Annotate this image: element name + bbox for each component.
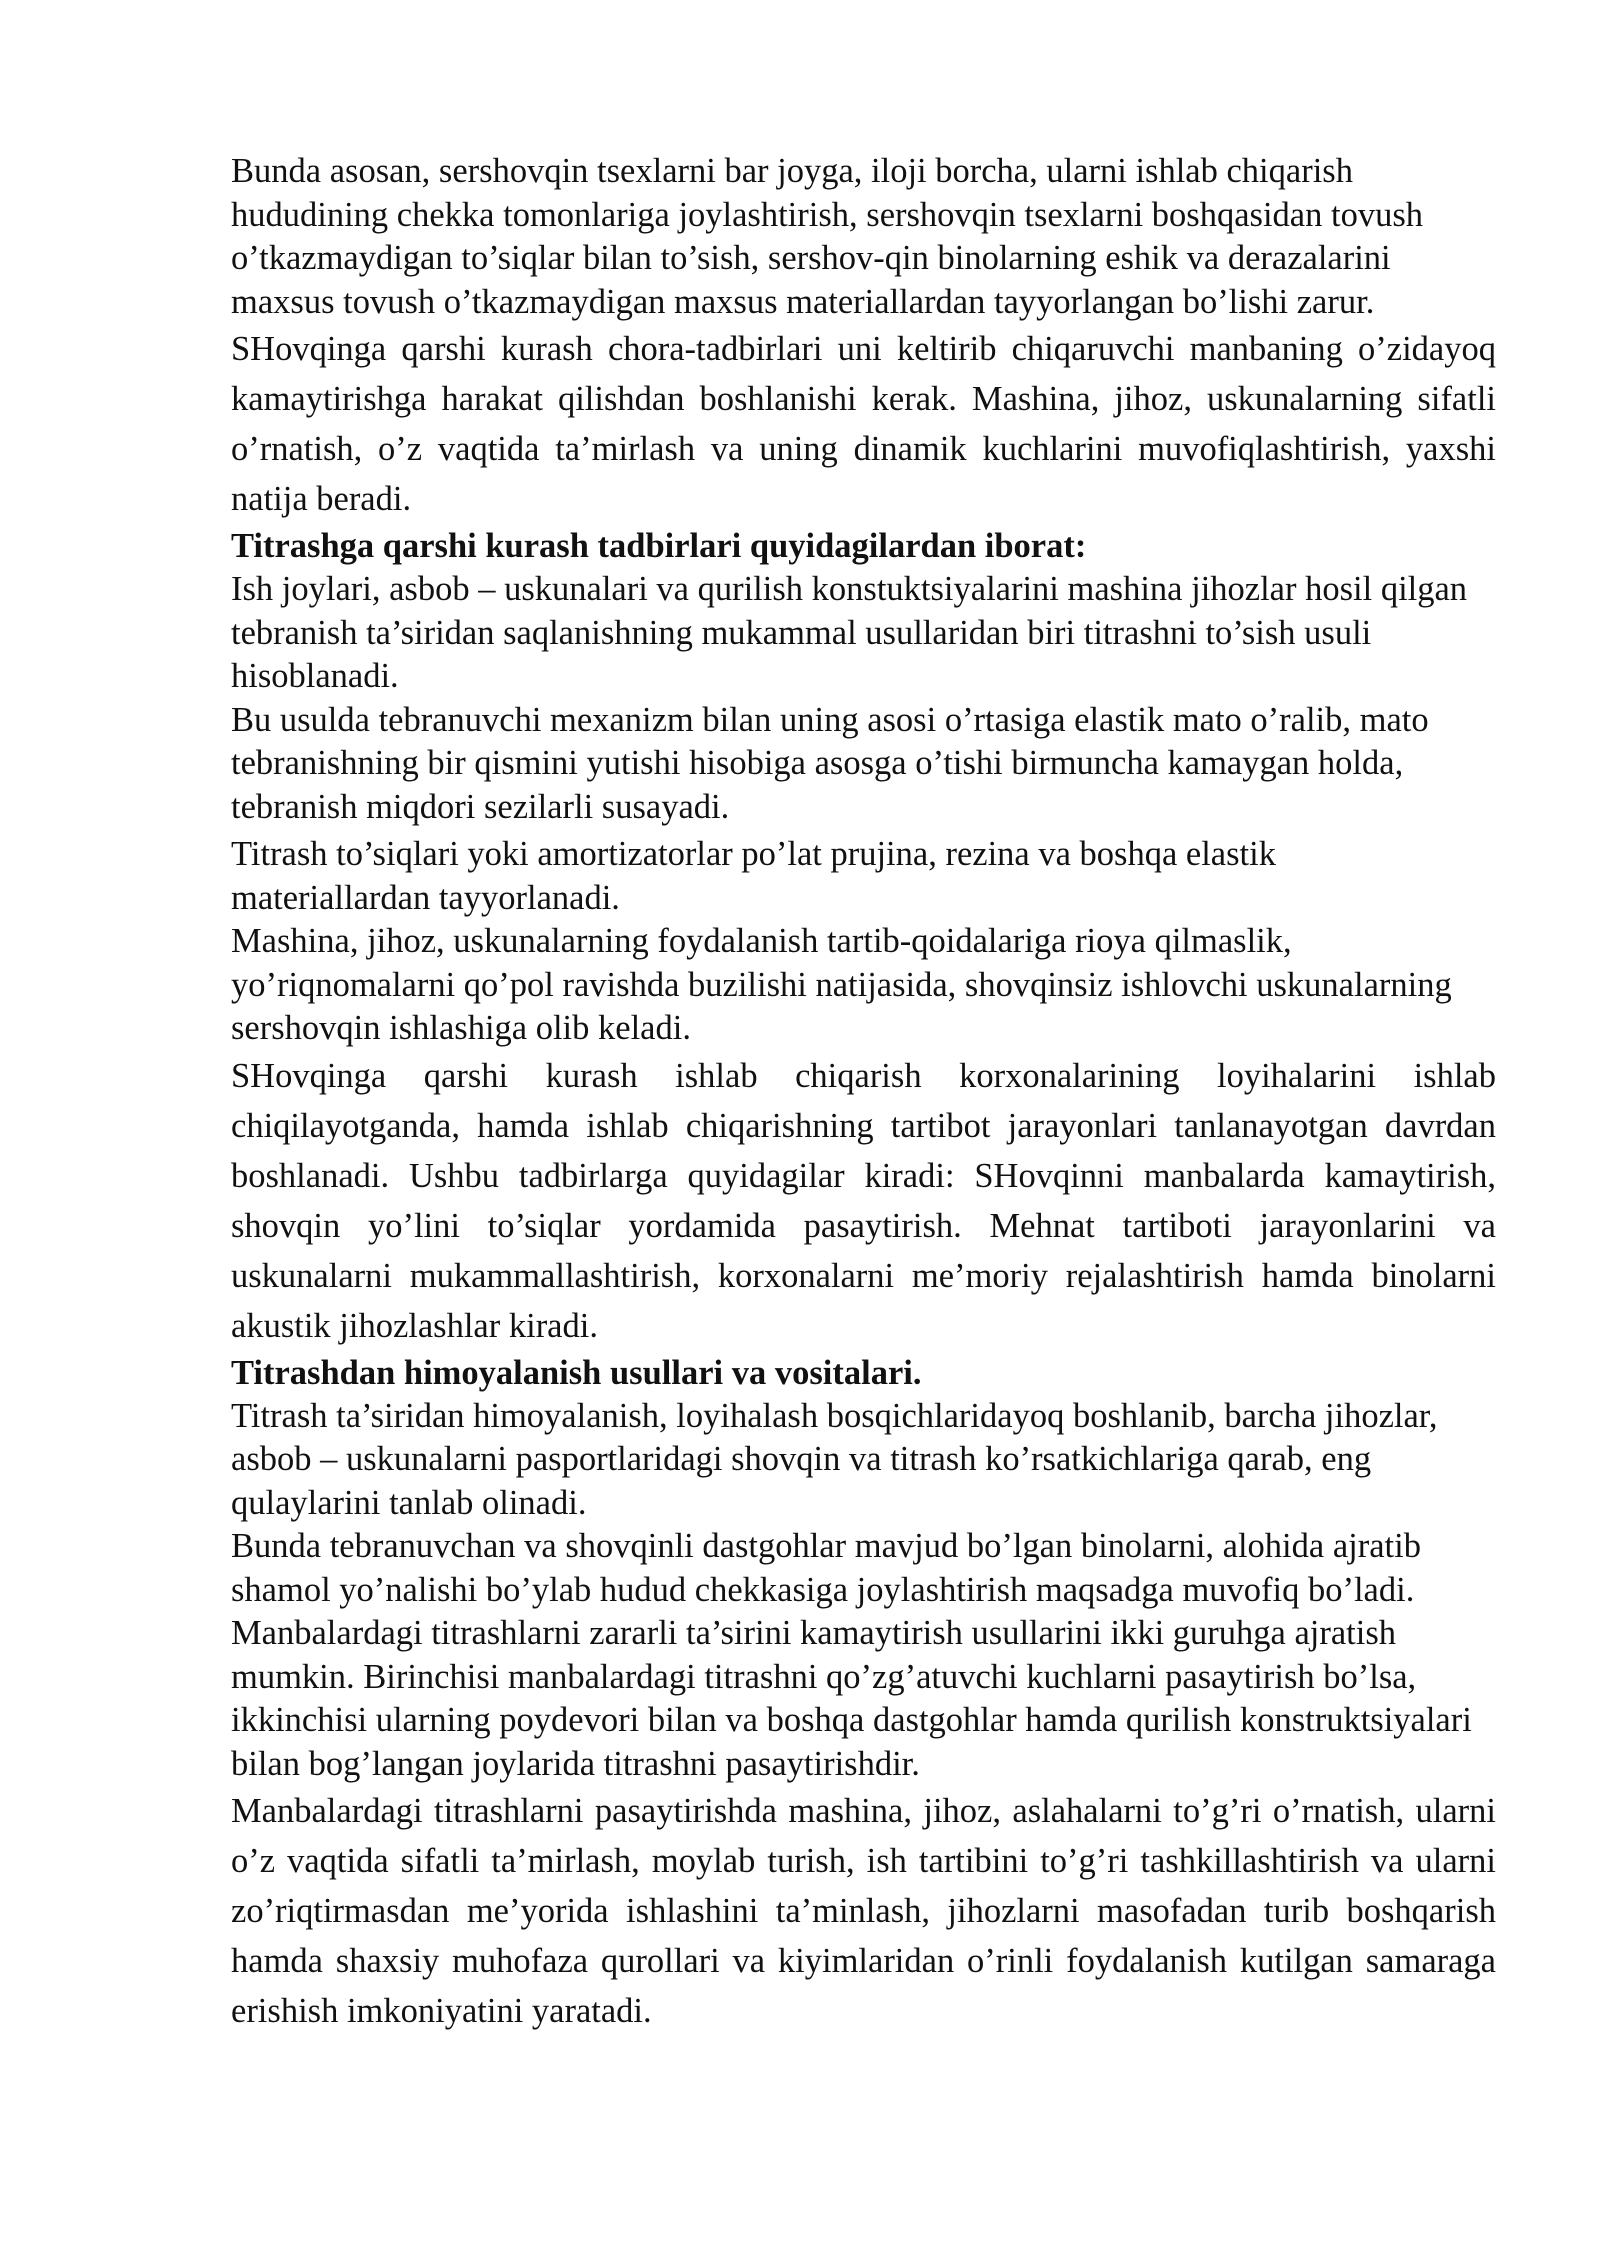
paragraph-dastgohlar-joylashtirish: Bunda tebranuvchan va shovqinli dastgohlar mavjud bo’lgan binolarni, alohida ajratib shamol yo’nalishi bo’ylab hudud chekkasiga joylashtirish maqsadga muvofiq bo’ladi. (231, 1527, 1421, 1609)
paragraph-ikki-guruh: Manbalardagi titrashlarni zararli ta’sirini kamaytirish usullarini ikki guruhga ajratish mumkin. Birinchisi manbalardagi titrashni qo’zg’atuvchi kuchlarni pasaytirish bo’lsa, ikkinchisi ularning poydevori bilan va boshqa dastgohlar hamda qurilish konstruktsiyalari bilan bog’langan joylarida titrashni pasaytirishdir. (231, 1614, 1472, 1783)
heading-himoyalanish-usullari: Titrashdan himoyalanish usullari va vositalari. (231, 1353, 922, 1392)
paragraph-shovqinga-qarshi-manba: SHovqinga qarshi kurash chora-tadbirlari uni keltirib chiqaruvchi manbaning o’zidayoq kamaytirishga harakat qilishdan boshlanishi kerak. Mashina, jihoz, uskunalarning sifatli o’rnatish, o’z vaqtida ta’mirlash va uning dinamik kuchlarini muvofiqlashtirish, yaxshi natija beradi. (231, 330, 1496, 518)
paragraph-titrashni-pasaytirish: Manbalardagi titrashlarni pasaytirishda mashina, jihoz, aslahalarni to’g’ri o’rnatish, ularni o’z vaqtida sifatli ta’mirlash, moylab turish, ish tartibini to’g’ri tashkillashtirish va ularni zo’riqtirmasdan me’yorida ishlashini ta’minlash, jihozlarni masofadan turib boshqarish hamda shaxsiy muhofaza qurollari va kiyimlaridan o’rinli foydalanish kutilgan samaraga erishish imkoniyatini yaratadi. (231, 1792, 1496, 2030)
paragraph-tsexlar-joylashtirish: Bunda asosan, sershovqin tsexlarni bar joyga, iloji borcha, ularni ishlab chiqarish hududining chekka tomonlariga joylashtirish, sershovqin tsexlarni boshqasidan tovush o’tkazmaydigan to’siqlar bilan to’sish, sershov-qin binolarning eshik va derazalarini maxsus tovush o’tkazmaydigan maxsus materiallardan tayyorlangan bo’lishi zarur. (231, 152, 1424, 321)
paragraph-titrashni-tosish: Ish joylari, asbob – uskunalari va qurilish konstuktsiyalarini mashina jihozlar hosil qilgan tebranish ta’siridan saqlanishning mukammal usullaridan biri titrashni to’sish usuli hisoblanadi. (231, 570, 1468, 695)
paragraph-elastik-mato: Bu usulda tebranuvchi mexanizm bilan uning asosi o’rtasiga elastik mato o’ralib, mato tebranishning bir qismini yutishi hisobiga asosga o’tishi birmuncha kamaygan holda, tebranish miqdori sezilarli susayadi. (231, 700, 1429, 826)
paragraph-foydalanish-qoidalari: Mashina, jihoz, uskunalarning foydalanish tartib-qoidalariga rioya qilmaslik, yo’riqnomalarni qo’pol ravishda buzilishi natijasida, shovqinsiz ishlovchi uskunalarning sershovqin ishlashiga olib keladi. (231, 922, 1452, 1047)
paragraph-korxonalar-loyihalari: SHovqinga qarshi kurash ishlab chiqarish korxonalarining loyihalarini ishlab chiqilayotganda, hamda ishlab chiqarishning tartibot jarayonlari tanlanayotgan davrdan boshlanadi. Ushbu tadbirlarga quyidagilar kiradi: SHovqinni manbalarda kamaytirish, shovqin yo’lini to’siqlar yordamida pasaytirish. Mehnat tartiboti jarayonlarini va uskunalarni mukammallashtirish, korxonalarni me’moriy rejalashtirish hamda binolarni akustik jihozlashlar kiradi. (231, 1056, 1496, 1345)
paragraph-loyihalash-bosqichlari: Titrash ta’siridan himoyalanish, loyihalash bosqichlaridayoq boshlanib, barcha jihozlar, asbob – uskunalarni pasportlaridagi shovqin va titrash ko’rsatkichlariga qarab, eng qulaylarini tanlab olinadi. (231, 1396, 1438, 1522)
document-page (231, 150, 1496, 2036)
heading-titrashga-qarshi-tadbirlar: Titrashga qarshi kurash tadbirlari quyidagilardan iborat: (231, 527, 1087, 565)
paragraph-amortizatorlar: Titrash to’siqlari yoki amortizatorlar po’lat prujina, rezina va boshqa elastik materiallardan tayyorlanadi. (231, 835, 1276, 917)
